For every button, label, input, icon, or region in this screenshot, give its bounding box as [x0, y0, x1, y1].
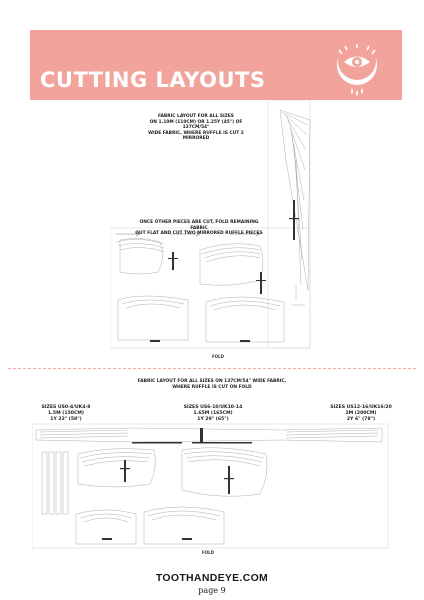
size-line: 1.65M (165CM)	[193, 410, 233, 416]
size-line: 2Y 6" (78")	[346, 416, 376, 422]
website-link[interactable]: TOOTHANDEYE.COM	[155, 572, 269, 584]
header-banner	[30, 30, 402, 100]
crying-eye-crescent-icon	[326, 36, 388, 98]
page-title: CUTTING LAYOUTS	[40, 68, 266, 92]
caption-line: OUT FLAT AND CUT TWO MIRRORED RUFFLE PIECES	[135, 231, 263, 236]
caption-line: FABRIC LAYOUT FOR ALL SIZES ON 137CM/54" WIDE FABRIC,	[137, 379, 287, 384]
caption-line: WIDE FABRIC, WHERE RUFFLE IS CUT 2 MIRRORED	[148, 130, 244, 141]
caption-line: WHERE RUFFLE IS CUT ON FOLD	[172, 384, 252, 390]
size-line: SIZES US6-10/UK10-14	[183, 405, 243, 410]
size-line: 1.5M (150CM)	[47, 410, 85, 416]
page-number: page 9	[198, 586, 226, 595]
size-line: 2M (200CM)	[345, 410, 377, 416]
caption-line: FABRIC LAYOUT FOR ALL SIZES	[158, 114, 234, 119]
size-line: 1Y 22" (58")	[50, 416, 82, 422]
size-line: SIZES US12-16/UK16/20	[330, 405, 392, 410]
caption-line: ON 1.10M (110CM) OR 1.25Y (45") OF 137CM/54"	[149, 119, 243, 130]
layout1-fold-label: FOLD	[212, 354, 225, 359]
section-divider	[8, 368, 416, 369]
layout1-inner-caption	[134, 220, 264, 237]
layout2-caption	[132, 379, 292, 390]
size-line: SIZES US0-4/UK4-8	[41, 405, 91, 410]
caption-line: ONCE OTHER PIECES ARE CUT, FOLD REMAINING FABRIC	[139, 220, 259, 231]
layout2-diagram	[32, 420, 392, 552]
size-line: 1Y 29" (65")	[197, 416, 229, 422]
layout2-fold-label: FOLD	[202, 550, 215, 555]
